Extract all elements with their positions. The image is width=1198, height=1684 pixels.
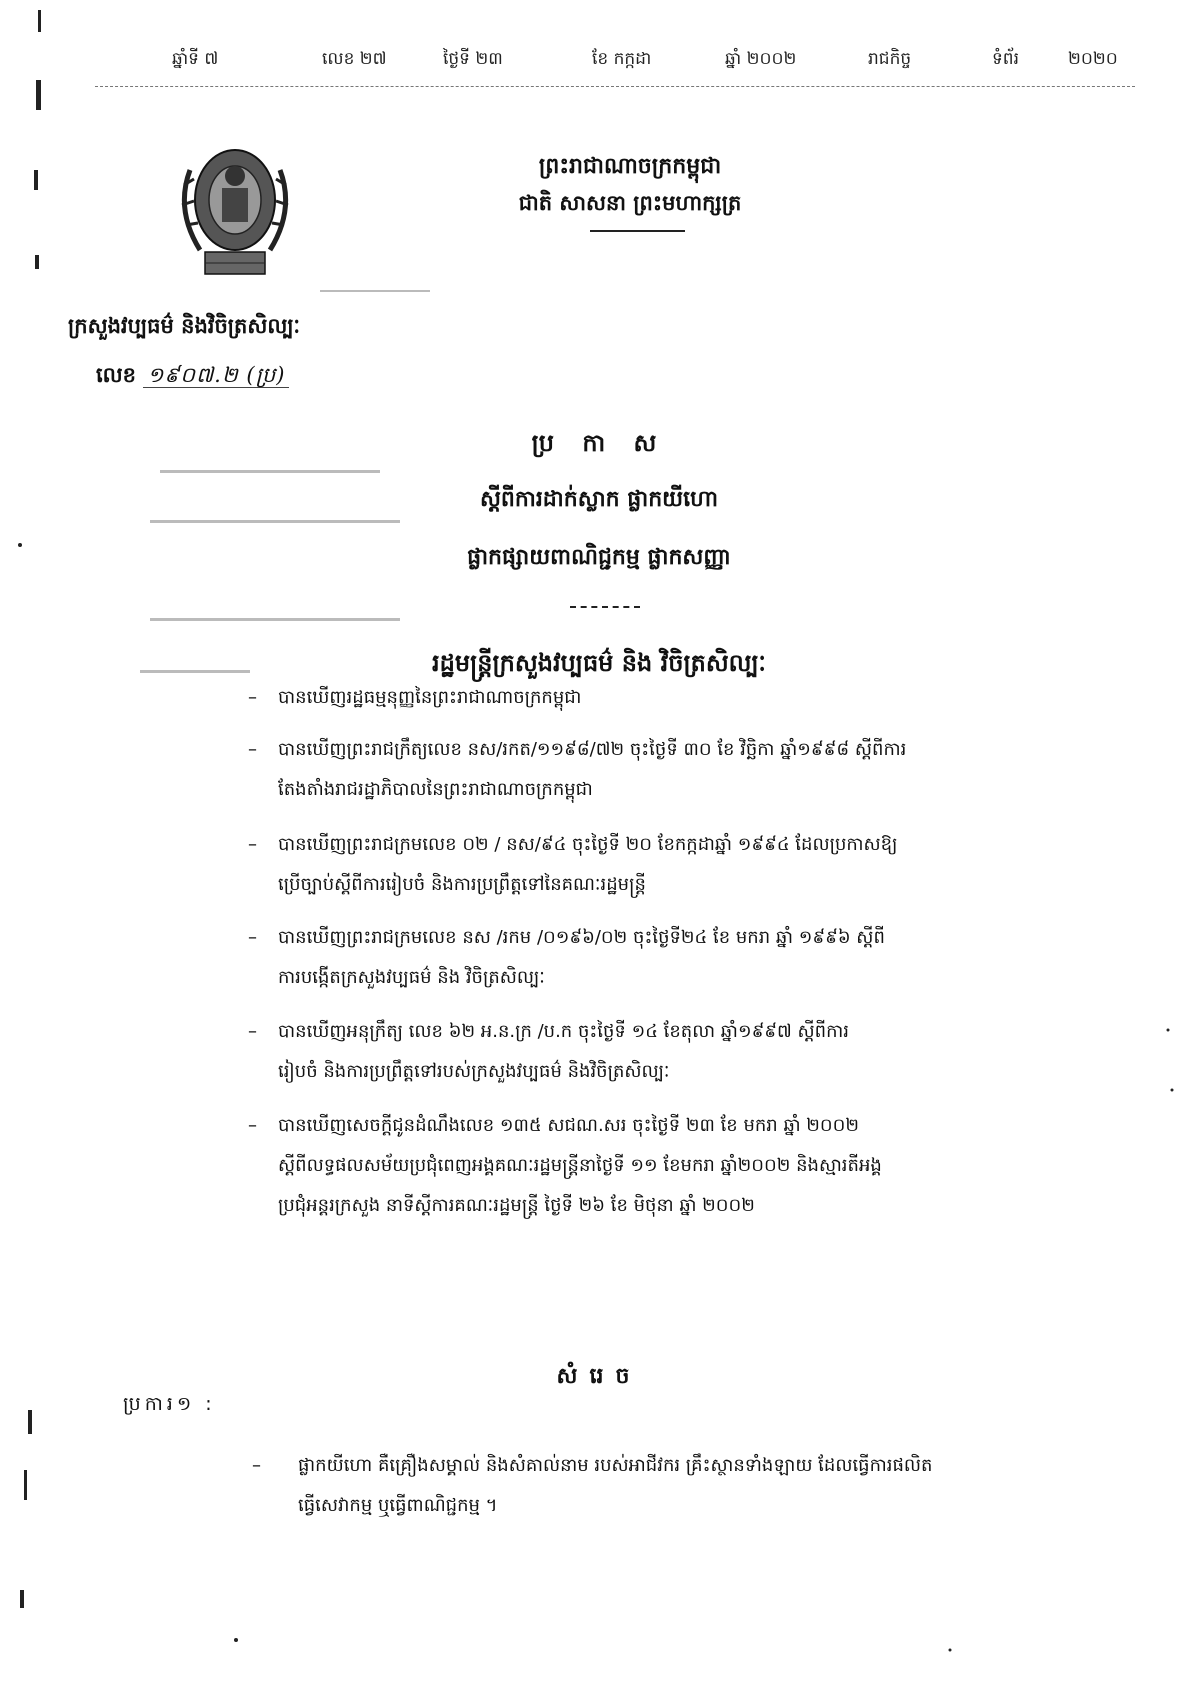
visa-item: – បានឃើញព្រះរាជក្រឹត្យលេខ នស/រកត/១១៩៨/៧២ ចុះថ្ងៃទី ៣០ ខែ វិច្ឆិកា ឆ្នាំ១៩៩៨ ស្តីពីការ តែងតាំងរាជរដ្ឋាភិបាលនៃព្រះរាជាណាចក្រកម្ពុជា xyxy=(278,730,1138,810)
gazette-month: ខែ កក្កដា xyxy=(592,49,652,69)
article-1-line: ផ្លាកយីហោ គឺគ្រឿងសម្គាល់ និងសំគាល់នាម របស់អាជីវករ គ្រឹះស្ថានទាំងឡាយ ដែលធ្វើការផលិត xyxy=(298,1455,933,1476)
visa-line: បានឃើញរដ្ឋធម្មនុញ្ញនៃព្រះរាជាណាចក្រកម្ពុជា xyxy=(278,687,582,708)
title-separator xyxy=(570,606,640,608)
subject-line-2: ផ្លាកផ្សាយពាណិជ្ជកម្ម ផ្លាកសញ្ញា xyxy=(467,545,731,570)
visa-line: បានឃើញសេចក្តីជូនដំណឹងលេខ ១៣៥ សជណ.សរ ចុះថ្ងៃទី ២៣ ខែ មករា ឆ្នាំ ២០០២ xyxy=(278,1115,860,1136)
gazette-issue: លេខ ២៧ xyxy=(322,49,387,69)
visa-line: បានឃើញព្រះរាជក្រមលេខ ០២ / នស/៩៤ ចុះថ្ងៃទី ២០ ខែកក្កដាឆ្នាំ ១៩៩៤ ដែលប្រកាសឱ្យ xyxy=(278,834,898,855)
minister-heading: រដ្ឋមន្ត្រីក្រសួងវប្បធម៌ និង វិចិត្រសិល្បៈ xyxy=(432,649,766,677)
visa-item: – បានឃើញព្រះរាជក្រមលេខ នស /រកម /០១៩៦/០២ ចុះថ្ងៃទី២៤ ខែ មករា ឆ្នាំ ១៩៩៦ ស្តីពី ការបង្កើតក្រសួងវប្បធម៌ និង វិចិត្រសិល្បៈ xyxy=(278,918,1138,998)
document-title: ប្រ កា ស xyxy=(531,429,667,457)
visa-item: – បានឃើញរដ្ឋធម្មនុញ្ញនៃព្រះរាជាណាចក្រកម្ពុជា xyxy=(278,678,1138,718)
kingdom-title: ព្រះរាជាណាចក្រកម្ពុជា xyxy=(538,153,722,179)
visa-line: ការបង្កើតក្រសួងវប្បធម៌ និង វិចិត្រសិល្បៈ xyxy=(278,967,545,988)
gazette-publication: រាជកិច្ច xyxy=(868,49,912,69)
visa-line: រៀបចំ និងការប្រព្រឹត្តទៅរបស់ក្រសួងវប្បធម៌ និងវិចិត្រសិល្បៈ xyxy=(278,1061,670,1082)
visa-line: ប្រជុំអន្តរក្រសួង នាទីស្តីការគណៈរដ្ឋមន្ត្រី ថ្ងៃទី ២៦ ខែ មិថុនា ឆ្នាំ ២០០២ xyxy=(278,1195,755,1216)
article-1-line: ធ្វើសេវាកម្ម ឬធ្វើពាណិជ្ជកម្ម ។ xyxy=(298,1495,498,1516)
gazette-header xyxy=(0,48,1198,76)
decision-heading: សំរេច xyxy=(556,1364,642,1389)
visa-line: បានឃើញព្រះរាជក្រមលេខ នស /រកម /០១៩៦/០២ ចុះថ្ងៃទី២៤ ខែ មករា ឆ្នាំ ១៩៩៦ ស្តីពី xyxy=(278,927,885,948)
visa-item: – បានឃើញសេចក្តីជូនដំណឹងលេខ ១៣៥ សជណ.សរ ចុះថ្ងៃទី ២៣ ខែ មករា ឆ្នាំ ២០០២ ស្តីពីលទ្ធផលសម័យប្រជុំពេញអង្គគណៈរដ្ឋមន្ត្រីនាថ្ងៃទី ១១ ខែមករា ឆ្នាំ២០០២ និងស្មារតីអង្គ ប្រជុំអន្តរក្រសួង នាទីស្តីការគណៈរដ្ឋមន្ត្រី ថ្ងៃទី ២៦ ខែ មិថុនា ឆ្នាំ ២០០២ xyxy=(278,1106,1138,1226)
ministry-name: ក្រសួងវប្បធម៌ និងវិចិត្រសិល្បៈ xyxy=(68,314,301,338)
reference-number-label: លេខ xyxy=(96,363,136,387)
reference-number-value: ១៩០៧.២ (ប្រ) xyxy=(143,363,289,388)
reference-number xyxy=(96,362,289,393)
motto-underline xyxy=(590,230,685,232)
gazette-page-label: ទំព័រ xyxy=(992,49,1019,69)
national-motto: ជាតិ សាសនា ព្រះមហាក្សត្រ xyxy=(518,190,742,215)
visa-line: បានឃើញអនុក្រឹត្យ លេខ ៦២ អ.ន.ក្រ /ប.ក ចុះថ្ងៃទី ១៤ ខែតុលា ឆ្នាំ១៩៩៧ ស្តីពីការ xyxy=(278,1021,849,1042)
gazette-year-label: ឆ្នាំទី ៧ xyxy=(172,49,219,69)
article-1-body: – ផ្លាកយីហោ គឺគ្រឿងសម្គាល់ និងសំគាល់នាម របស់អាជីវករ គ្រឹះស្ថានទាំងឡាយ ដែលធ្វើការផលិត ធ្វើសេវាកម្ម ឬធ្វើពាណិជ្ជកម្ម ។ xyxy=(298,1446,1128,1526)
article-label: ប្រការ១ : xyxy=(123,1393,216,1415)
visa-line: ស្តីពីលទ្ធផលសម័យប្រជុំពេញអង្គគណៈរដ្ឋមន្ត្រីនាថ្ងៃទី ១១ ខែមករា ឆ្នាំ២០០២ និងស្មារតីអង្គ xyxy=(278,1155,882,1176)
visa-item: – បានឃើញព្រះរាជក្រមលេខ ០២ / នស/៩៤ ចុះថ្ងៃទី ២០ ខែកក្កដាឆ្នាំ ១៩៩៤ ដែលប្រកាសឱ្យ ប្រើច្បាប់ស្តីពីការរៀបចំ និងការប្រព្រឹត្តទៅនៃគណៈរដ្ឋមន្ត្រី xyxy=(278,825,1138,905)
gazette-day: ថ្ងៃទី ២៣ xyxy=(443,49,503,69)
subject-line-1: ស្តីពីការដាក់ស្លាក ផ្លាកយីហោ xyxy=(479,487,719,512)
header-rule xyxy=(95,86,1135,87)
gazette-page-number: ២០២០ xyxy=(1068,49,1118,69)
royal-emblem-icon xyxy=(170,130,300,290)
visa-line: ប្រើច្បាប់ស្តីពីការរៀបចំ និងការប្រព្រឹត្តទៅនៃគណៈរដ្ឋមន្ត្រី xyxy=(278,874,646,895)
visa-line: បានឃើញព្រះរាជក្រឹត្យលេខ នស/រកត/១១៩៨/៧២ ចុះថ្ងៃទី ៣០ ខែ វិច្ឆិកា ឆ្នាំ១៩៩៨ ស្តីពីការ xyxy=(278,739,907,760)
visa-item: – បានឃើញអនុក្រឹត្យ លេខ ៦២ អ.ន.ក្រ /ប.ក ចុះថ្ងៃទី ១៤ ខែតុលា ឆ្នាំ១៩៩៧ ស្តីពីការ រៀបចំ និងការប្រព្រឹត្តទៅរបស់ក្រសួងវប្បធម៌ និងវិចិត្រសិល្បៈ xyxy=(278,1012,1138,1092)
visa-line: តែងតាំងរាជរដ្ឋាភិបាលនៃព្រះរាជាណាចក្រកម្ពុជា xyxy=(278,779,593,800)
gazette-year: ឆ្នាំ ២០០២ xyxy=(725,49,797,69)
